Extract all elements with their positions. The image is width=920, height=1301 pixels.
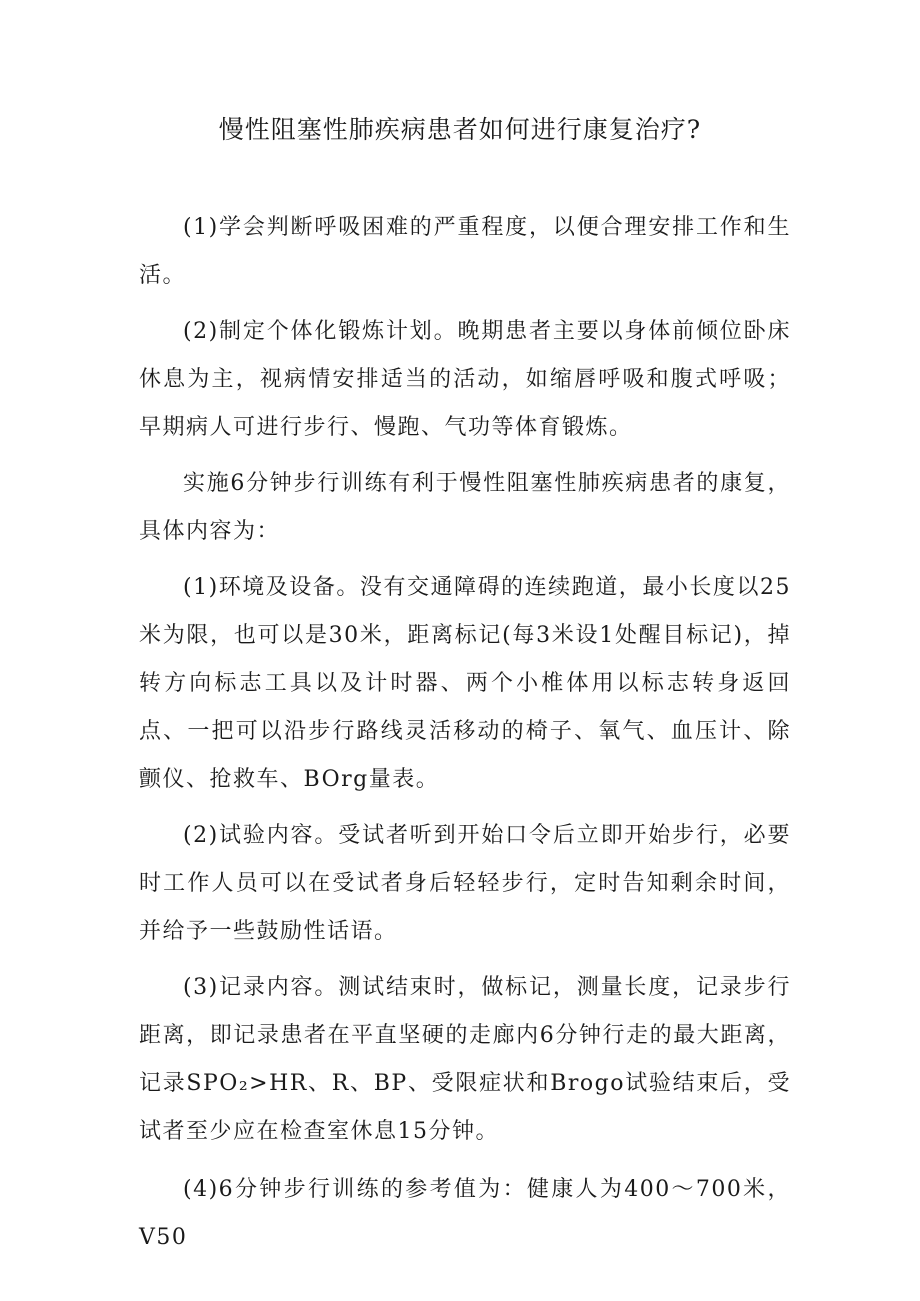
paragraph-test-content: (2)试验内容。受试者听到开始口令后立即开始步行，必要时工作人员可以在受试者身后轻轻步行，定时告知剩余时间，并给予一些鼓励性话语。 (139, 823, 791, 944)
document-title: 慢性阻塞性肺疾病患者如何进行康复治疗? (218, 115, 702, 144)
paragraph-record-content: (3)记录内容。测试结束时，做标记，测量长度，记录步行距离，即记录患者在平直坚硬的走廊内6分钟行走的最大距离，记录SPO₂>HR、R、BP、受限症状和Brogo试验结束后，受试者至少应在检查室休息15分钟。 (139, 975, 791, 1144)
paragraph-six-minute-walk-intro: 实施6分钟步行训练有利于慢性阻塞性肺疾病患者的康复，具体内容为： (139, 471, 791, 544)
paragraph-breathing-assessment: (1)学会判断呼吸困难的严重程度，以便合理安排工作和生活。 (139, 215, 791, 288)
document-body (139, 204, 791, 1270)
paragraph-environment-equipment: (1)环境及设备。没有交通障碍的连续跑道，最小长度以25米为限，也可以是30米，距离标记(每3米设1处醒目标记)，掉转方向标志工具以及计时器、两个小椎体用以标志转身返回点、一把可以沿步行路线灵活移动的椅子、氧气、血压计、除颤仪、抢救车、BOrg量表。 (139, 575, 791, 792)
paragraph-exercise-plan: (2)制定个体化锻炼计划。晚期患者主要以身体前倾位卧床休息为主，视病情安排适当的活动，如缩唇呼吸和腹式呼吸；早期病人可进行步行、慢跑、气功等体育锻炼。 (139, 319, 791, 440)
paragraph-reference-values: (4)6分钟步行训练的参考值为：健康人为400～700米，V50 (139, 1177, 791, 1250)
